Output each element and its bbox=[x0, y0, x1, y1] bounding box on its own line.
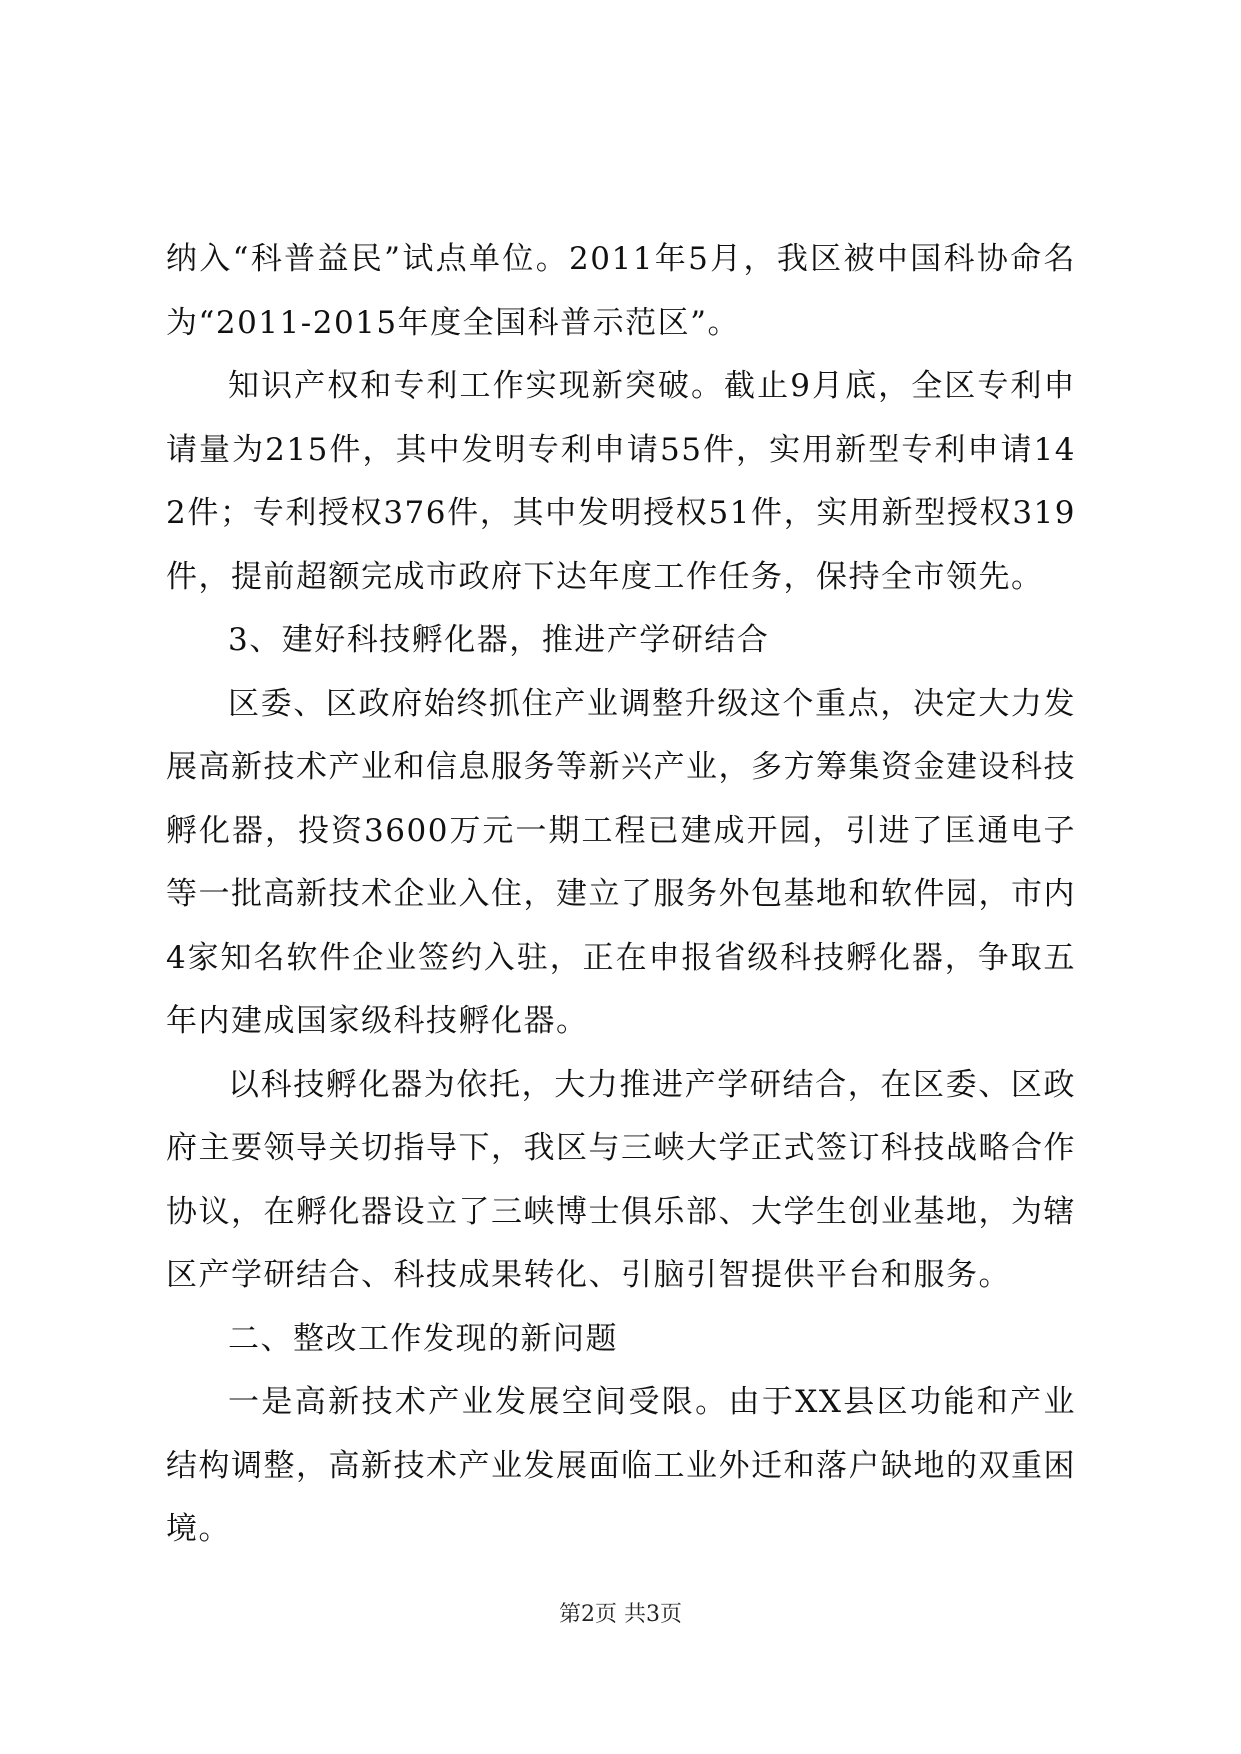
paragraph-space-limited: 一是高新技术产业发展空间受限。由于XX县区功能和产业结构调整，高新技术产业发展面临工业外迁和落户缺地的双重困境。 bbox=[166, 1384, 1076, 1547]
section-heading-incubator: 3、建好科技孵化器，推进产学研结合 bbox=[228, 622, 770, 658]
page-number-label: 第2页 共3页 bbox=[559, 1602, 682, 1627]
paragraph-industry-academia: 以科技孵化器为依托，大力推进产学研结合，在区委、区政府主要领导关切指导下，我区与三峡大学正式签订科技战略合作协议，在孵化器设立了三峡博士俱乐部、大学生创业基地，为辖区产学研结合、科技成果转化、引脑引智提供平台和服务。 bbox=[166, 1066, 1076, 1293]
paragraph-incubator: 区委、区政府始终抓住产业调整升级这个重点，决定大力发展高新技术产业和信息服务等新兴产业，多方筹集资金建设科技孵化器，投资3600万元一期工程已建成开园，引进了匡通电子等一批高新技术企业入住，建立了服务外包基地和软件园，市内4家知名软件企业签约入驻，正在申报省级科技孵化器，争取五年内建成国家级科技孵化器。 bbox=[166, 685, 1076, 1039]
section-heading-new-problems: 二、整改工作发现的新问题 bbox=[228, 1320, 618, 1357]
paragraph-continuation: 纳入“科普益民”试点单位。2011年5月，我区被中国科协命名为“2011-2015年度全国科普示范区”。 bbox=[166, 241, 1076, 341]
document-body bbox=[166, 228, 1076, 1562]
paragraph-patents: 知识产权和专利工作实现新突破。截止9月底，全区专利申请量为215件，其中发明专利申请55件，实用新型专利申请142件；专利授权376件，其中发明授权51件，实用新型授权319件，提前超额完成市政府下达年度工作任务，保持全市领先。 bbox=[166, 368, 1076, 595]
page-footer bbox=[0, 1600, 1241, 1630]
